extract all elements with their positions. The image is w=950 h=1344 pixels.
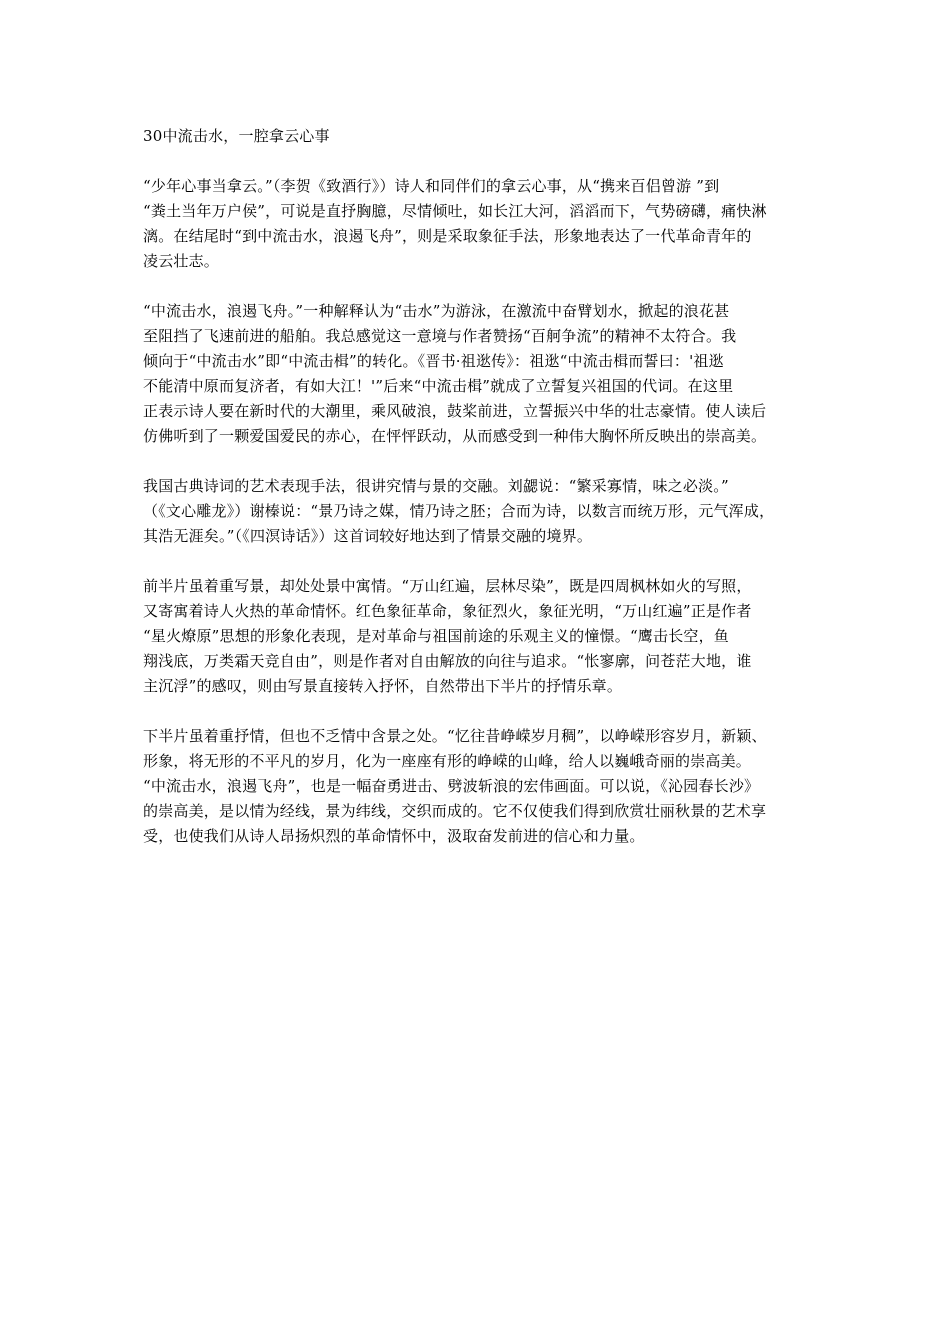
- paragraph-line: 又寄寓着诗人火热的革命情怀。红色象征革命，象征烈火，象征光明，“万山红遍”正是作者: [143, 602, 752, 620]
- paragraph-5: [143, 724, 823, 849]
- paragraph-1: [143, 174, 823, 274]
- document-title: 30中流击水，一腔拿云心事: [143, 127, 330, 145]
- paragraph-line: 漓。在结尾时“到中流击水，浪遏飞舟”，则是采取象征手法，形象地表达了一代革命青年的: [143, 227, 752, 245]
- paragraph-3: [143, 474, 823, 549]
- paragraph-line: 的崇高美，是以情为经线，景为纬线，交织而成的。它不仅使我们得到欣赏壮丽秋景的艺术享: [143, 802, 767, 820]
- paragraph-line: 受，也使我们从诗人昂扬炽烈的革命情怀中，汲取奋发前进的信心和力量。: [143, 827, 645, 845]
- paragraph-line: 至阻挡了飞速前进的船舶。我总感觉这一意境与作者赞扬“百舸争流”的精神不太符合。我: [143, 327, 737, 345]
- paragraph-line: “中流击水，浪遏飞舟。”一种解释认为“击水”为游泳，在激流中奋臂划水，掀起的浪花甚: [143, 302, 730, 320]
- paragraph-line: 形象，将无形的不平凡的岁月，化为一座座有形的峥嵘的山峰，给人以巍峨奇丽的崇高美。: [143, 752, 752, 770]
- paragraph-line: “中流击水，浪遏飞舟”，也是一幅奋勇进击、劈波斩浪的宏伟画面。可以说，《沁园春长沙》: [143, 777, 760, 795]
- paragraph-line: “少年心事当拿云。”（李贺《致酒行》）诗人和同伴们的拿云心事，从“携来百侣曾游 ”到: [143, 177, 720, 195]
- paragraph-line: 翔浅底，万类霜天竞自由”，则是作者对自由解放的向往与追求。“怅寥廓，问苍茫大地，谁: [143, 652, 752, 670]
- paragraph-4: [143, 574, 823, 699]
- paragraph-line: 不能清中原而复济者，有如大江！'”后来“中流击楫”就成了立誓复兴祖国的代词。在这里: [143, 377, 734, 395]
- paragraph-line: 倾向于“中流击水”即“中流击楫”的转化。《晋书·祖逖传》：祖逖“中流击楫而誓曰：'祖逖: [143, 352, 724, 370]
- document-body: [143, 124, 823, 874]
- paragraph-line: 正表示诗人要在新时代的大潮里，乘风破浪，鼓桨前进，立誓振兴中华的壮志豪情。使人读后: [143, 402, 767, 420]
- paragraph-line: 我国古典诗词的艺术表现手法，很讲究情与景的交融。刘勰说：“繁采寡情，味之必淡。”: [143, 477, 729, 495]
- paragraph-line: 前半片虽着重写景，却处处景中寓情。“万山红遍，层林尽染”，既是四周枫林如火的写照，: [143, 577, 752, 595]
- paragraph-line: 主沉浮”的感叹，则由写景直接转入抒怀，自然带出下半片的抒情乐章。: [143, 677, 623, 695]
- paragraph-line: 仿佛听到了一颗爱国爱民的赤心，在怦怦跃动，从而感受到一种伟大胸怀所反映出的崇高美。: [143, 427, 767, 445]
- paragraph-line: 下半片虽着重抒情，但也不乏情中含景之处。“忆往昔峥嵘岁月稠”，以峥嵘形容岁月，新颖、: [143, 727, 767, 745]
- paragraph-line: 凌云壮志。: [143, 252, 220, 270]
- paragraph-line: “星火燎原”思想的形象化表现，是对革命与祖国前途的乐观主义的憧憬。“鹰击长空，鱼: [143, 627, 730, 645]
- paragraph-2: [143, 299, 823, 449]
- paragraph-line: （《文心雕龙》）谢榛说：“景乃诗之媒，情乃诗之胚；合而为诗，以数言而统万形，元气浑成，: [143, 502, 775, 520]
- paragraph-line: 其浩无涯矣。”（《四溟诗话》）这首词较好地达到了情景交融的境界。: [143, 527, 593, 545]
- paragraph-line: “粪土当年万户侯”，可说是直抒胸臆，尽情倾吐，如长江大河，滔滔而下，气势磅礴，痛快淋: [143, 202, 767, 220]
